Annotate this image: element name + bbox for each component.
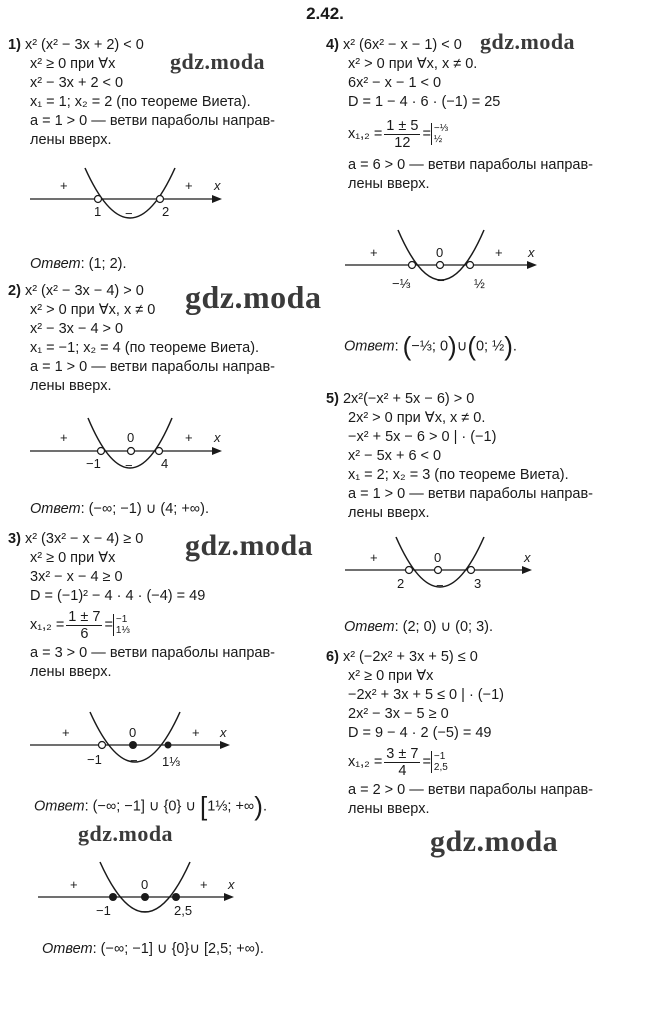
roots-label: x₁,₂ = [348,753,383,770]
roots-formula [326,743,593,781]
step: 3x² − x − 4 ≥ 0 [30,569,123,585]
step: 6x² − x − 1 < 0 [348,75,442,91]
numerator: 1 ± 5 [386,117,419,134]
root-1: −⅓ [433,123,449,134]
roots-label: x₁,₂ = [348,125,383,142]
sign-plus: + [495,245,503,260]
leading-coef: a = 6 > 0 — [348,157,424,173]
bracket: ( [402,331,412,361]
solution-number: 1) [8,37,21,53]
tick-label: 0 [129,725,137,740]
branches-text: лены вверх. [348,176,430,192]
answer-label: Ответ [42,941,93,957]
tick-label: 4 [161,456,169,471]
denominator: 4 [398,762,407,779]
inequality: x² (3x² − x − 4) ≥ 0 [24,531,144,547]
discriminant: D = (−1)² − 4 · 4 · (−4) = 49 [30,588,206,604]
numerator: 1 ± 7 [68,608,101,625]
inequality: x² (x² − 3x − 4) > 0 [24,283,144,299]
sign-plus: + [370,550,378,565]
watermark: gdz.moda [170,49,266,74]
sign-minus: − [436,578,444,593]
sign-plus: + [62,725,70,740]
branches-text: лены вверх. [30,664,112,680]
root-2: 2,5 [433,762,448,773]
branches-text: ветви параболы направ- [109,359,275,375]
solution-6 [326,648,593,819]
watermark: gdz.moda [185,279,322,315]
axis-label: x [214,178,221,193]
tick-label: −1 [87,752,102,767]
tick-label: 0 [127,430,135,445]
answer-value: : (2; 0) ∪ (0; 3). [394,619,494,635]
step: −x² + 5x − 6 > 0 | · (−1) [348,429,497,445]
root-1: −1 [433,751,446,762]
step: 2x² > 0 при ∀x, x ≠ 0. [348,410,486,426]
watermark: gdz.moda [78,821,174,846]
roots-line: x₁ = 1; x₂ = 2 (по теореме Виета). [30,94,251,110]
answer-value: : (−∞; −1] ∪ {0} ∪ [84,798,196,815]
equals: = [104,616,113,633]
answer-label: Ответ [30,256,81,272]
solution-number: 4) [326,37,339,53]
step: x² ≥ 0 при ∀x [30,550,116,566]
inequality: x² (6x² − x − 1) < 0 [342,37,462,53]
sign-minus: − [125,458,133,473]
step: x² − 3x − 4 > 0 [30,321,124,337]
answer-value: ∪ [456,338,468,355]
step: 2x² − 3x − 5 ≥ 0 [348,706,449,722]
step: x² ≥ 0 при ∀x [348,668,434,684]
step: x² > 0 при ∀x, x ≠ 0. [348,56,478,72]
answer-value: : [394,338,403,355]
sign-plus: + [60,430,68,445]
sign-minus: − [437,273,445,288]
leading-coef: a = 1 > 0 — [30,113,106,129]
step: x² − 5x + 6 < 0 [348,448,442,464]
sign-plus: + [370,245,378,260]
tick-label: ½ [474,276,485,291]
sign-plus: + [185,430,193,445]
sign-plus: + [185,178,193,193]
bracket: ( [467,331,476,361]
task-number: 2.42. [306,4,344,23]
branches-text: ветви параболы направ- [109,645,275,661]
solution-number: 2) [8,283,21,299]
branches-text: лены вверх. [348,505,430,521]
answer-value: : (−∞; −1) ∪ (4; +∞). [80,501,209,517]
bracket: ) [448,331,457,361]
answer-value: : (−∞; −1] ∪ {0}∪ [2,5; +∞). [92,941,264,957]
sign-plus: + [192,725,200,740]
roots-values [431,751,448,773]
tick-label: 2 [397,576,405,591]
bracket: ) [254,791,263,821]
tick-label: −⅓ [392,276,411,291]
answer-value: . [512,338,517,355]
branches-text: лены вверх. [30,378,112,394]
answer-3: Ответ: (−∞; −1] ∪ {0} ∪ [1⅓; +∞). [34,791,267,821]
tick-label: 0 [434,550,442,565]
step: x² ≥ 0 при ∀x [30,56,116,72]
step: x² − 3x + 2 < 0 [30,75,124,91]
watermark: gdz.moda [185,529,314,562]
numerator: 3 ± 7 [386,745,419,762]
tick-label: 3 [474,576,482,591]
leading-coef: a = 1 > 0 — [348,486,424,502]
leading-coef: a = 2 > 0 — [348,782,424,798]
sign-plus: + [70,877,78,892]
answer-5 [344,618,493,637]
inequality: x² (−2x² + 3x + 5) ≤ 0 [342,649,478,665]
denominator: 6 [80,625,89,642]
bracket: [ [200,791,208,821]
branches-text: ветви параболы направ- [109,113,275,129]
sign-plus: + [200,877,208,892]
axis-label: x [228,877,235,892]
bracket: ) [504,331,513,361]
tick-label: 1⅓ [162,754,181,769]
watermark: gdz.moda [480,29,576,54]
leading-coef: a = 1 > 0 — [30,359,106,375]
sign-plus: + [60,178,68,193]
solution-number: 5) [326,391,339,407]
tick-label: 2,5 [174,903,193,918]
sign-minus: − [141,904,149,919]
equals: = [422,125,431,142]
answer-value: : (1; 2). [80,256,127,272]
sign-minus: − [130,753,138,768]
step: x² > 0 при ∀x, x ≠ 0 [30,302,156,318]
answer-label: Ответ [30,501,81,517]
branches-text: ветви параболы направ- [427,486,593,502]
branches-text: ветви параболы направ- [427,782,593,798]
answer-value: 1⅓; +∞ [207,798,255,815]
step: −2x² + 3x + 5 ≤ 0 | · (−1) [348,687,504,703]
branches-text: лены вверх. [30,132,112,148]
axis-label: x [214,430,221,445]
answer-label: Ответ [344,619,395,635]
answer-value: 0; ½ [475,338,505,355]
tick-label: 0 [141,877,149,892]
branches-text: лены вверх. [348,801,430,817]
answer-label: Ответ [34,798,85,815]
solution-number: 6) [326,649,339,665]
roots-line: x₁ = −1; x₂ = 4 (по теореме Виета). [30,340,260,356]
discriminant: D = 1 − 4 · 6 · (−1) = 25 [348,94,501,110]
tick-label: −1 [96,903,111,918]
tick-label: 1 [94,204,102,219]
sign-minus: − [125,206,133,221]
watermark: gdz.moda [430,825,559,858]
leading-coef: a = 3 > 0 — [30,645,106,661]
roots-line: x₁ = 2; x₂ = 3 (по теореме Виета). [348,467,569,483]
roots-label: x₁,₂ = [30,616,65,633]
tick-label: 2 [162,204,170,219]
inequality: x² (x² − 3x + 2) < 0 [24,37,144,53]
root-1: −1 [115,614,128,625]
equals: = [422,753,431,770]
answer-label: Ответ [344,338,395,355]
branches-text: ветви параболы направ- [427,157,593,173]
tick-label: 0 [436,245,444,260]
axis-label: x [524,550,531,565]
fraction [384,746,420,779]
axis-label: x [528,245,535,260]
denominator: 12 [394,134,411,151]
root-2: ½ [433,134,443,145]
solution-number: 3) [8,531,21,547]
discriminant: D = 9 − 4 · 2 (−5) = 49 [348,725,492,741]
root-2: 1⅓ [115,625,130,636]
answer-value: −⅓; 0 [411,338,449,355]
axis-label: x [220,725,227,740]
inequality: 2x²(−x² + 5x − 6) > 0 [342,391,475,407]
tick-label: −1 [86,456,101,471]
